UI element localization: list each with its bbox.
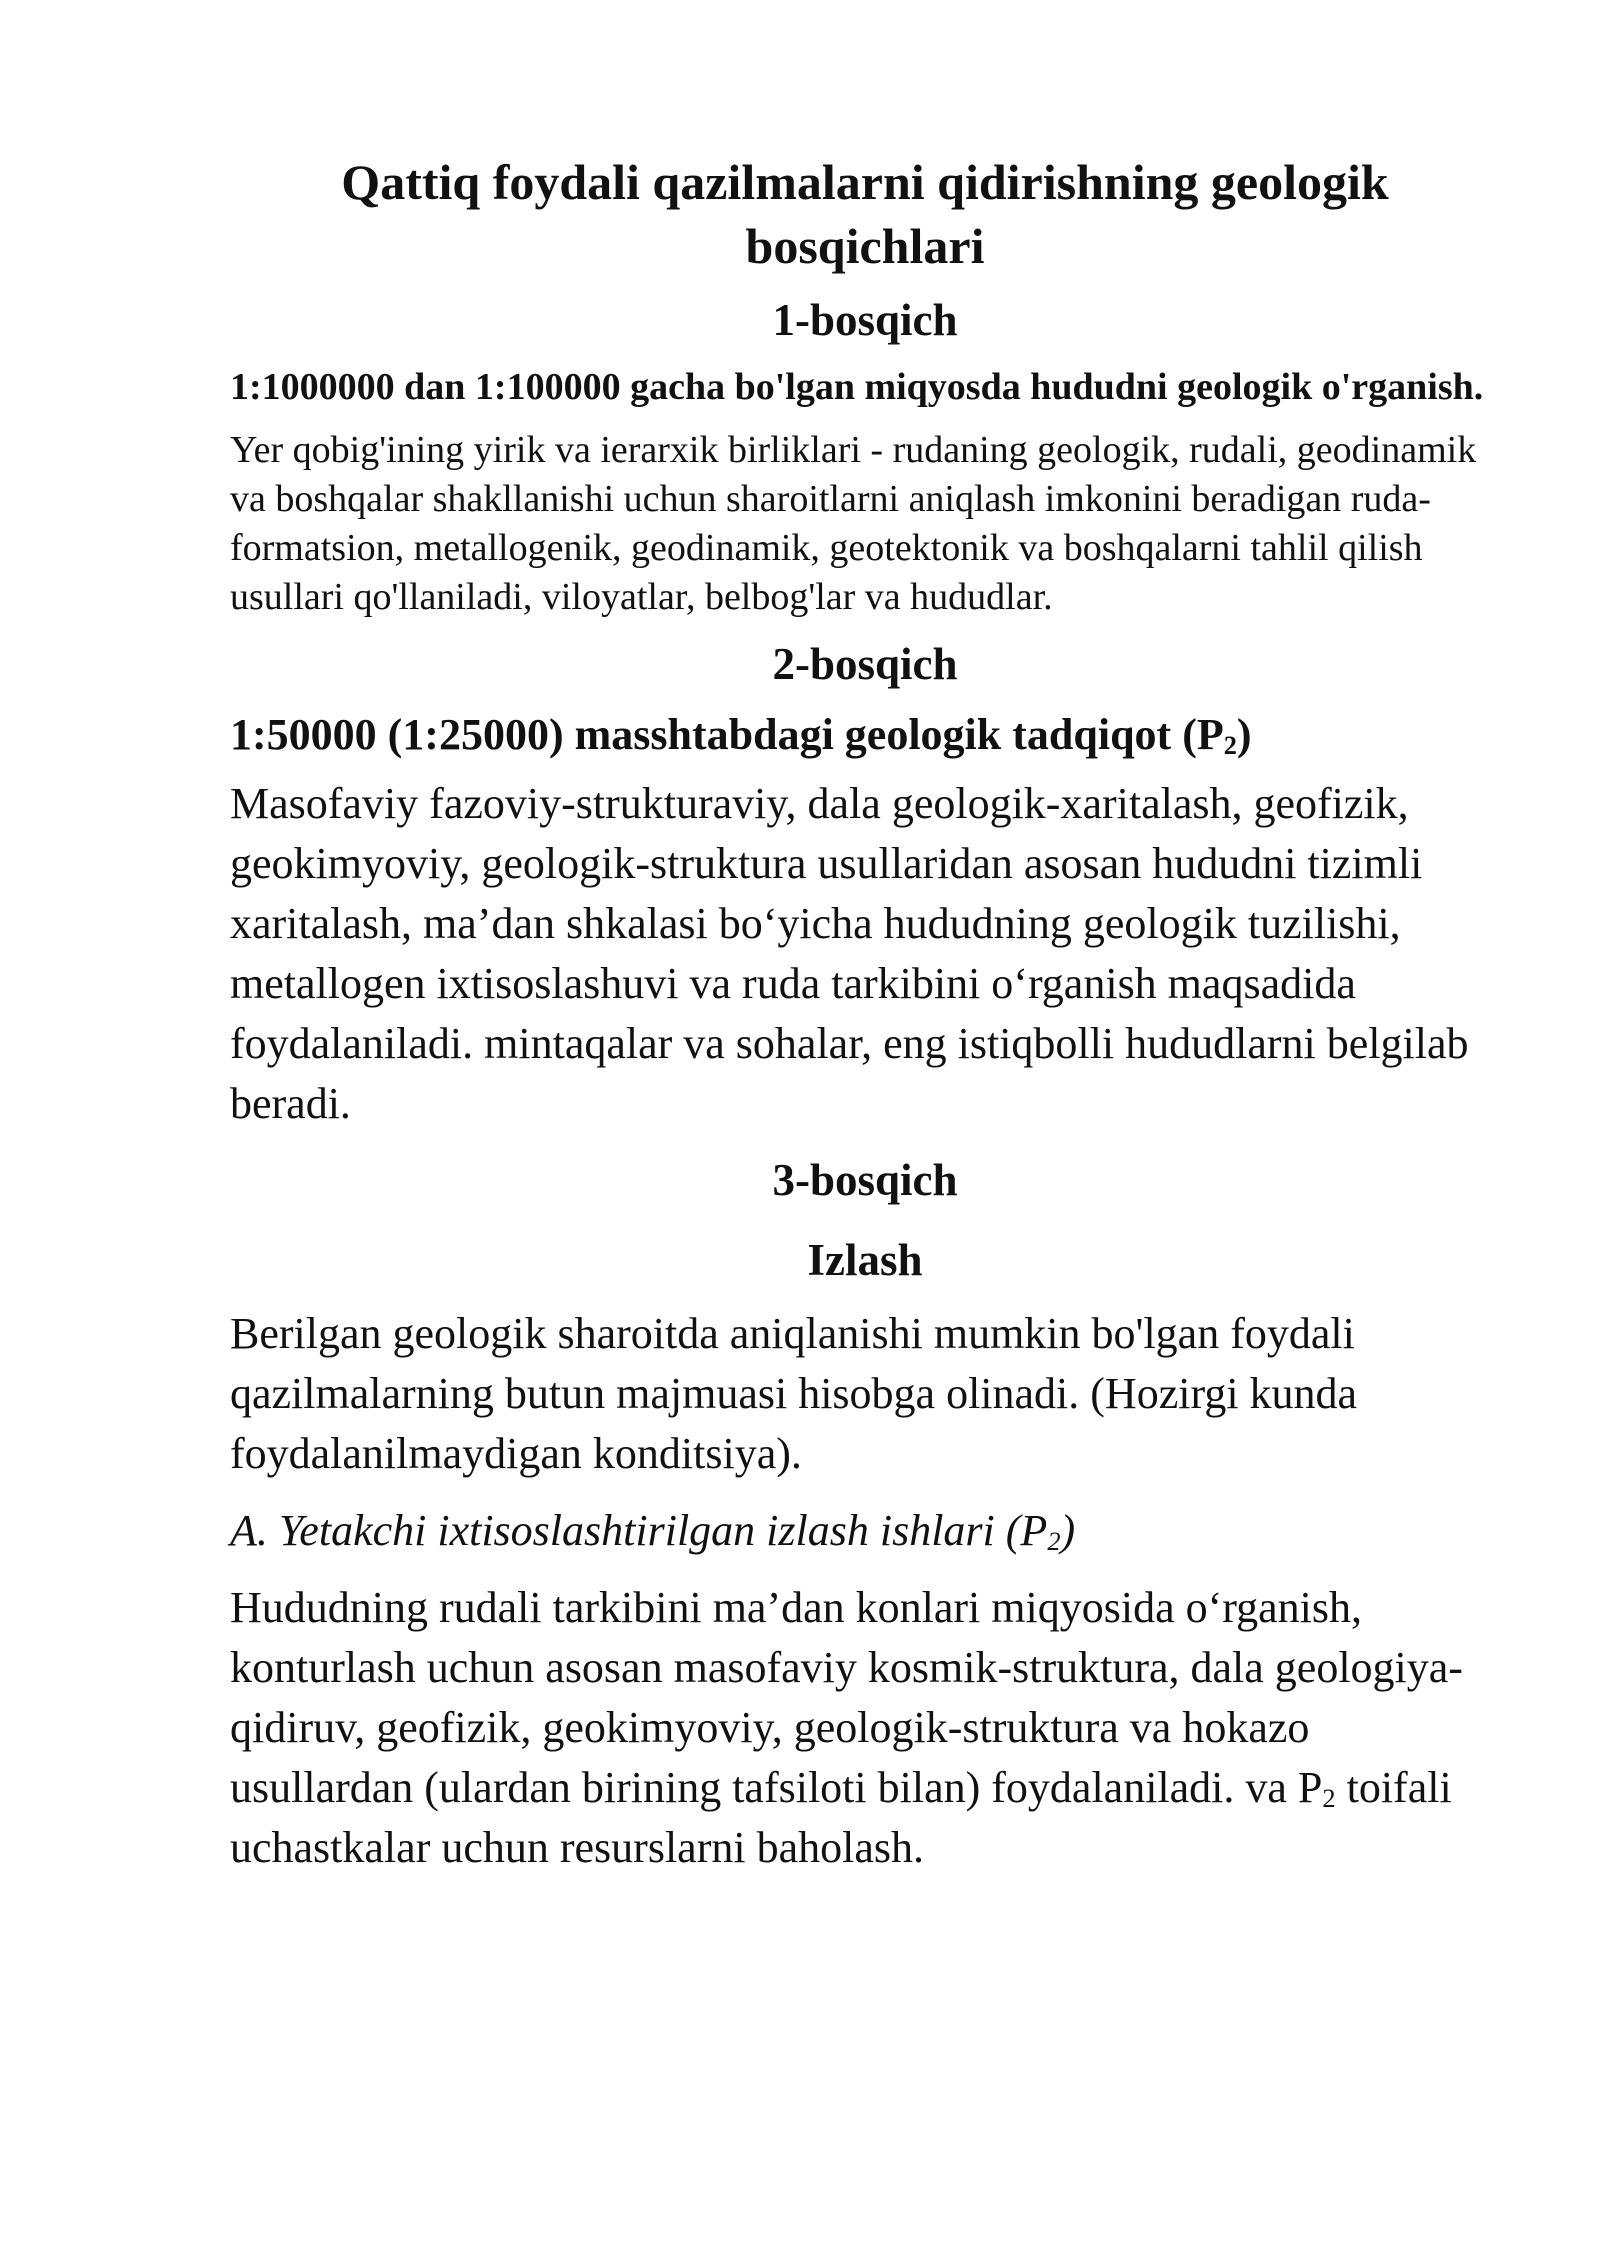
section-a-heading xyxy=(230,1502,1500,1560)
section-a-paragraph-end: toifali uchastkalar uchun resurslarni baholash. xyxy=(230,1763,1452,1872)
document-title: Qattiq foydali qazilmalarni qidirishning geologik bosqichlari xyxy=(341,154,1389,274)
stage-3-paragraph: Berilgan geologik sharoitda aniqlanishi mumkin bo'lgan foydali qazilmalarning butun majmuasi hisobga olinadi. (Hozirgi kunda foydalanilmaydigan konditsiya). xyxy=(230,1309,1358,1478)
stage-3-heading: 3-bosqich xyxy=(772,1155,958,1205)
section-a-heading-end: ) xyxy=(1060,1506,1076,1555)
stage-2-subheading-end: ) xyxy=(1236,710,1252,759)
section-a-paragraph xyxy=(230,1578,1500,1878)
document-page xyxy=(230,150,1500,1878)
stage-1-paragraph: Yer qobig'ining yirik va ierarxik birliklari - rudaning geologik, rudali, geodinamik va boshqalar shakllanishi uchun sharoitlarni aniqlash imkonini beradigan ruda-formatsion, metallogenik, geodinamik, geotektonik va boshqalarni tahlil qilish usullari qo'llaniladi, viloyatlar, belbog'lar va hududlar. xyxy=(230,429,1477,618)
stage-3-subheading: Izlash xyxy=(807,1235,923,1285)
section-a-paragraph-subscript: 2 xyxy=(1322,1782,1336,1813)
section-a-heading-subscript: 2 xyxy=(1047,1525,1061,1556)
stage-2-subheading-subscript: 2 xyxy=(1223,729,1237,760)
stage-2-paragraph: Masofaviy fazoviy-strukturaviy, dala geologik-xaritalash, geofizik, geokimyoviy, geologik-struktura usullaridan asosan hududni tizimli xaritalash, ma’dan shkalasi bo‘yicha hududning geologik tuzilishi, metallogen ixtisoslashuvi va ruda tarkibini o‘rganish maqsadida foydalaniladi. mintaqalar va sohalar, eng istiqbolli hududlarni belgilab beradi. xyxy=(230,779,1469,1128)
stage-2-subheading-text: 1:50000 (1:25000) masshtabdagi geologik tadqiqot (P xyxy=(230,710,1224,759)
stage-1-subheading: 1:1000000 dan 1:100000 gacha bo'lgan miqyosda hududni geologik o'rganish. xyxy=(230,366,1484,408)
stage-1-heading: 1-bosqich xyxy=(772,295,958,345)
stage-2-subheading xyxy=(230,706,1500,764)
section-a-heading-text: A. Yetakchi ixtisoslashtirilgan izlash ishlari (P xyxy=(230,1506,1048,1555)
stage-2-heading: 2-bosqich xyxy=(772,639,958,689)
section-a-paragraph-text: Hududning rudali tarkibini ma’dan konlari miqyosida o‘rganish, konturlash uchun asosan masofaviy kosmik-struktura, dala geologiya-qidiruv, geofizik, geokimyoviy, geologik-struktura va hokazo usullardan (ulardan birining tafsiloti bilan) foydalaniladi. va P xyxy=(230,1583,1463,1812)
